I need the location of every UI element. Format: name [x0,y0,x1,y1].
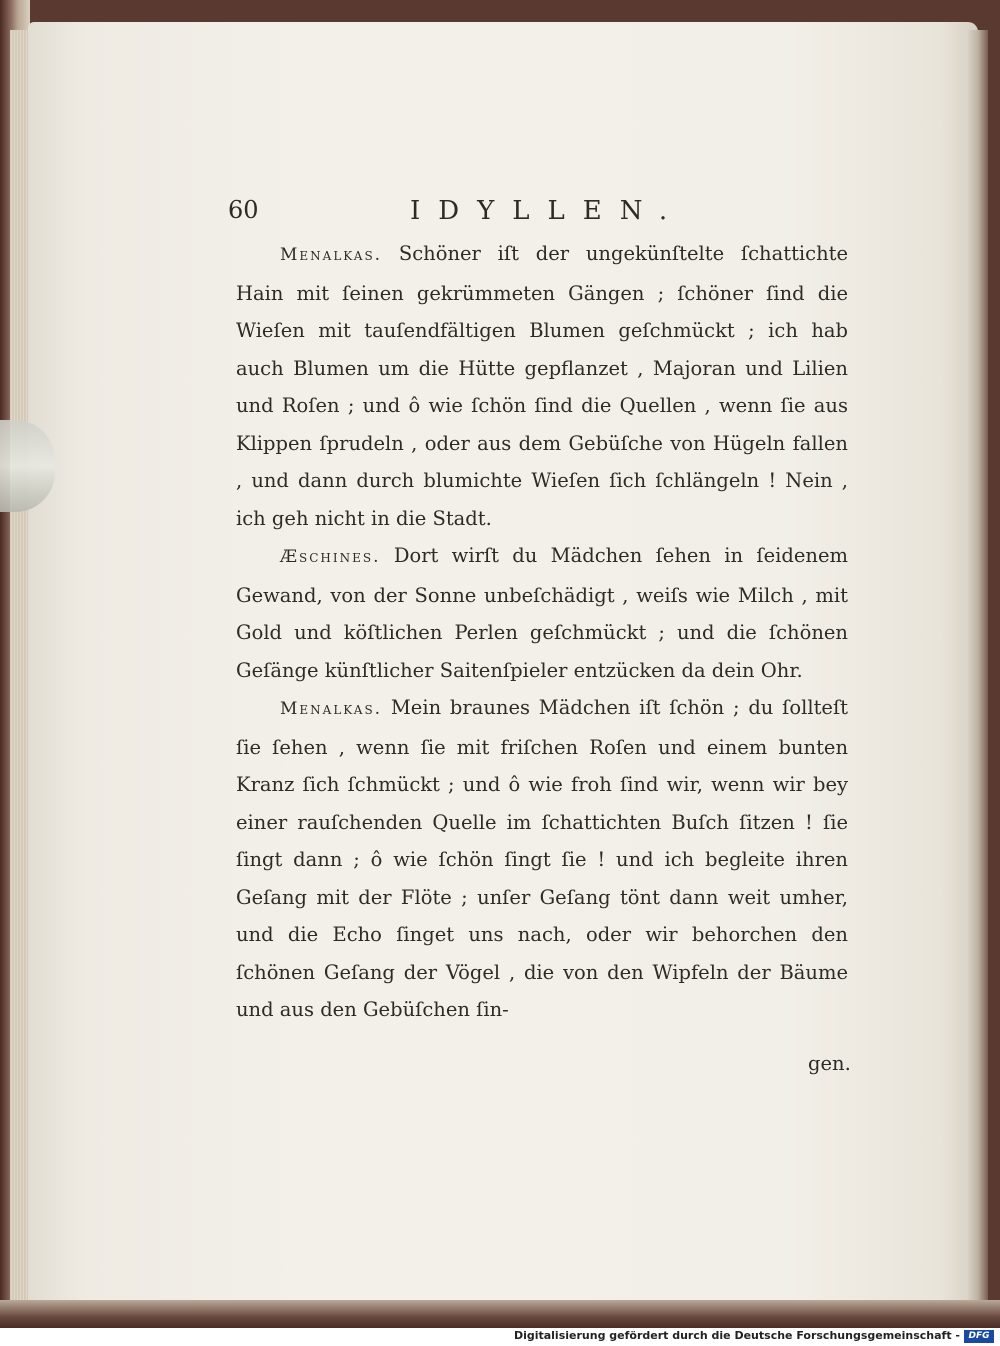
paragraph [236,689,848,1029]
paragraph-text: Schöner iſt der ungekünſtelte ſchattichte Hain mit ſeinen gekrümmeten Gängen ; ſchöner ſind die Wieſen mit tauſendfältigen Blumen geſchmückt ; ich hab auch Blumen um die Hütte gepflanzet , Majoran und Lilien und Roſen ; und ô wie ſchön ſind die Quellen , wenn ſie aus Klippen ſprudeln , oder aus dem Gebüſche von Hügeln fallen , und dann durch blumichte Wieſen ſich ſchlängeln ! Nein , ich geh nicht in die Stadt. [236,242,849,530]
body-text [236,235,848,1029]
paragraph-text: Dort wirſt du Mädchen ſehen in ſeidenem Gewand, von der Sonne unbeſchädigt , weiſs wie Milch , mit Gold und köſtlichen Perlen geſchmückt ; und die ſchönen Geſänge künſtlicher Saitenſpieler entzücken da dein Ohr. [236,544,848,682]
speaker-name: Menalkas. [280,699,383,719]
footer-credit: Digitalisierung gefördert durch die Deutsche Forschungsgemeinschaft - [513,1329,960,1342]
speaker-name: Menalkas. [280,245,383,265]
page-right-edge [968,30,988,1310]
paragraph [236,537,848,689]
book-bottom-edge [0,1300,1000,1328]
paragraph [236,235,848,537]
digitization-footer [0,1328,1000,1346]
catchword: gen. [808,1052,851,1075]
paragraph-text: Mein braunes Mädchen iſt ſchön ; du ſollteſt ſie ſehen , wenn ſie mit friſchen Roſen und einem bunten Kranz ſich ſchmückt ; und ô wie froh ſind wir, wenn wir bey einer rauſchenden Quelle im ſchattichten Buſch ſitzen ! ſie ſingt dann ; ô wie ſchön ſingt ſie ! und ich begleite ihren Geſang mit der Flöte ; unſer Geſang tönt dann weit umher, und die Echo ſinget uns nach, oder wir behorchen den ſchönen Geſang der Vögel , die von den Wipfeln der Bäume und aus den Gebüſchen ſin- [236,696,848,1021]
page-number: 60 [228,196,259,224]
page-header [228,196,848,232]
dfg-logo: DFG [964,1330,994,1343]
running-title: IDYLLEN. [410,196,686,226]
speaker-name: Æschines. [280,547,381,567]
